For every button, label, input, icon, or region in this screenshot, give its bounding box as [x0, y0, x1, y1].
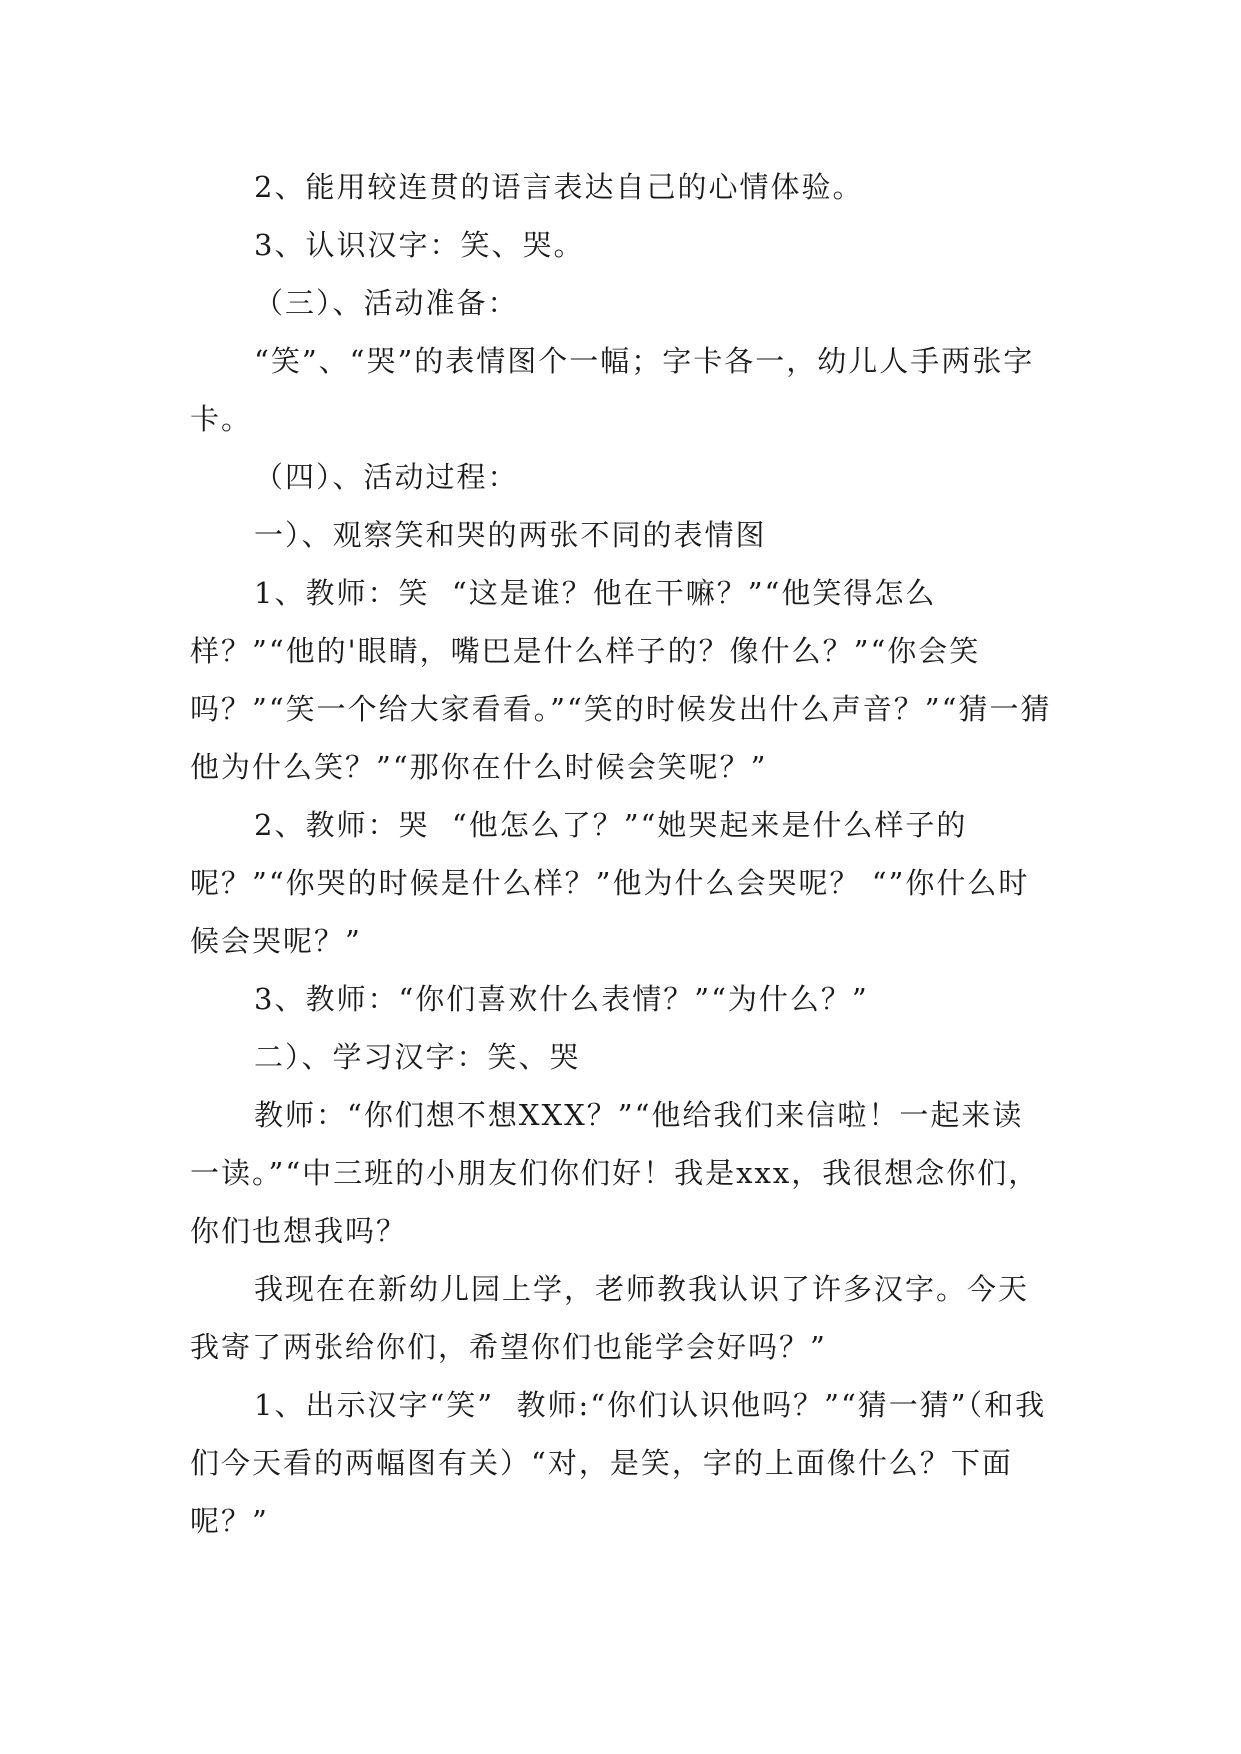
preparation-text: “笑”、“哭”的表情图个一幅；字卡各一，幼儿人手两张字卡。: [190, 344, 1035, 436]
step-1-item-1: 1、教师：笑 “这是谁？他在干嘛？”“他笑得怎么样？”“他的'眼睛，嘴巴是什么样子的？像什么？”“你会笑吗？”“笑一个给大家看看。”“笑的时候发出什么声音？”“猜一猜他为什么笑？”“那你在什么时候会笑呢？”: [190, 576, 1052, 784]
step-1-item-3: 3、教师：“你们喜欢什么表情？”“为什么？”: [254, 982, 869, 1016]
goal-2: 2、能用较连贯的语言表达自己的心情体验。: [254, 170, 864, 204]
teacher-letter-part-2: 我现在在新幼儿园上学，老师教我认识了许多汉字。今天我寄了两张给你们，希望你们也能学会好吗？”: [190, 1272, 1030, 1364]
step-1-item-2: 2、教师：哭 “他怎么了？”“她哭起来是什么样子的呢？”“你哭的时候是什么样？”他为什么会哭呢？ “”你什么时候会哭呢？”: [190, 808, 1030, 958]
section-heading-process: （四）、活动过程：: [254, 460, 519, 494]
step-1-heading: 一）、观察笑和哭的两张不同的表情图: [254, 518, 767, 552]
step-2-heading: 二）、学习汉字：笑、哭: [254, 1040, 581, 1074]
document-body: [190, 158, 1052, 1550]
section-heading-preparation: （三）、活动准备：: [254, 286, 519, 320]
step-2-item-1: 1、出示汉字“笑” 教师:“你们认识他吗？”“猜一猜”（和我们今天看的两幅图有关）“对，是笑，字的上面像什么？下面呢？”: [190, 1388, 1047, 1538]
goal-3: 3、认识汉字：笑、哭。: [254, 228, 585, 262]
teacher-letter-part-1: 教师：“你们想不想XXX？”“他给我们来信啦！一起来读一读。”“中三班的小朋友们你们好！我是xxx，我很想念你们，你们也想我吗？: [190, 1098, 1040, 1248]
